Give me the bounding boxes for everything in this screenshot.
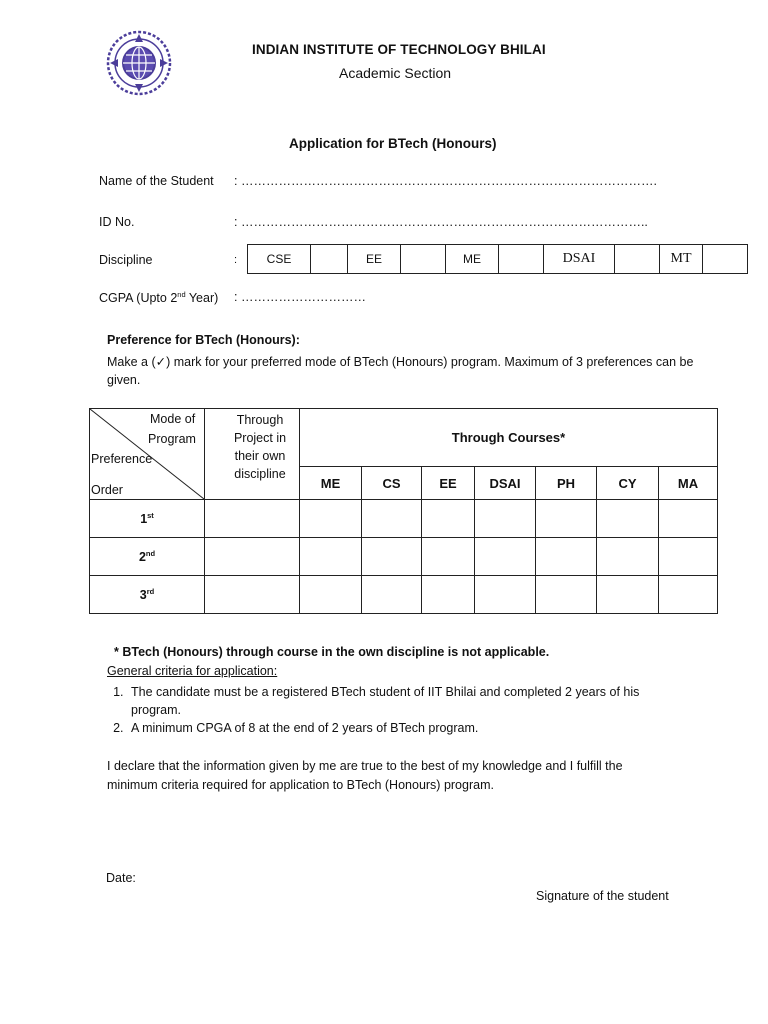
discipline-dsai: DSAI [544,245,615,274]
pref-1-me-cell[interactable] [300,500,362,538]
course-cy: CY [597,467,659,500]
declaration-text: I declare that the information given by me are true to the best of my knowledge and I fulfill the minimum criteria required for application to BTech (Honours) program. [107,759,623,792]
pref-1-cs-cell[interactable] [362,500,422,538]
name-field[interactable]: : ………………………………………………………………………………………. [234,174,657,188]
list-item: 2. A minimum CPGA of 8 at the end of 2 years of BTech program. [127,719,687,737]
pref-3-cs-cell[interactable] [362,576,422,614]
diag-program: Program [148,432,196,446]
pref-2-project-cell[interactable] [205,538,300,576]
id-label: ID No. [99,215,135,229]
list-item: 1. The candidate must be a registered BTech student of IIT Bhilai and completed 2 years of his program. [127,683,687,719]
pref-3-cy-cell[interactable] [597,576,659,614]
diag-mode-of: Mode of [150,412,196,426]
discipline-label: Discipline [99,253,153,267]
signature-label: Signature of the student [536,889,669,903]
course-ma: MA [659,467,718,500]
pref-1-project-cell[interactable] [205,500,300,538]
date-label: Date: [106,871,136,885]
discipline-ee-checkbox[interactable] [401,245,446,274]
iit-bhilai-logo-icon [104,28,174,98]
discipline-table [247,244,748,274]
order-1: 1st [90,500,205,538]
table-row [90,576,718,614]
discipline-cse: CSE [248,245,311,274]
discipline-mt: MT [660,245,703,274]
pref-2-me-cell[interactable] [300,538,362,576]
cgpa-field[interactable]: : ………………………… [234,290,366,304]
table-row [90,500,718,538]
pref-1-ph-cell[interactable] [536,500,597,538]
discipline-me-checkbox[interactable] [499,245,544,274]
pref-1-ma-cell[interactable] [659,500,718,538]
course-cs: CS [362,467,422,500]
pref-3-me-cell[interactable] [300,576,362,614]
preference-table [89,408,718,614]
discipline-me: ME [446,245,499,274]
criteria-heading: General criteria for application: [107,664,278,678]
pref-2-ph-cell[interactable] [536,538,597,576]
diag-order: Order [91,483,123,497]
course-dsai: DSAI [475,467,536,500]
pref-3-dsai-cell[interactable] [475,576,536,614]
course-ee: EE [422,467,475,500]
form-title: Application for BTech (Honours) [289,136,497,151]
pref-3-ma-cell[interactable] [659,576,718,614]
order-2: 2nd [90,538,205,576]
pref-3-ph-cell[interactable] [536,576,597,614]
through-courses-header: Through Courses* [300,409,718,467]
course-note: * BTech (Honours) through course in the own discipline is not applicable. [114,645,550,659]
pref-2-ma-cell[interactable] [659,538,718,576]
discipline-mt-checkbox[interactable] [703,245,748,274]
pref-2-cy-cell[interactable] [597,538,659,576]
name-label: Name of the Student [99,174,214,188]
section-name: Academic Section [339,65,452,81]
pref-2-ee-cell[interactable] [422,538,475,576]
pref-2-dsai-cell[interactable] [475,538,536,576]
discipline-colon: : [234,254,238,266]
course-me: ME [300,467,362,500]
id-field[interactable]: : …………………………………………………………………………………….. [234,215,648,229]
pref-2-cs-cell[interactable] [362,538,422,576]
institute-name: INDIAN INSTITUTE OF TECHNOLOGY BHILAI [252,42,546,57]
preference-instruction: Make a (✓) mark for your preferred mode of BTech (Honours) program. Maximum of 3 preferences can be given. [107,355,694,387]
course-ph: PH [536,467,597,500]
pref-1-cy-cell[interactable] [597,500,659,538]
criteria-list [127,683,687,737]
pref-1-dsai-cell[interactable] [475,500,536,538]
discipline-dsai-checkbox[interactable] [615,245,660,274]
through-project-header: Through Project in their own discipline [205,409,300,500]
pref-1-ee-cell[interactable] [422,500,475,538]
diagonal-header-cell [90,409,205,500]
pref-3-ee-cell[interactable] [422,576,475,614]
cgpa-label: CGPA (Upto 2nd Year) [99,290,219,306]
pref-3-project-cell[interactable] [205,576,300,614]
diag-preference: Preference [91,452,153,466]
preference-heading: Preference for BTech (Honours): [107,333,300,347]
discipline-cse-checkbox[interactable] [311,245,348,274]
order-3: 3rd [90,576,205,614]
discipline-ee: EE [348,245,401,274]
table-row [90,538,718,576]
